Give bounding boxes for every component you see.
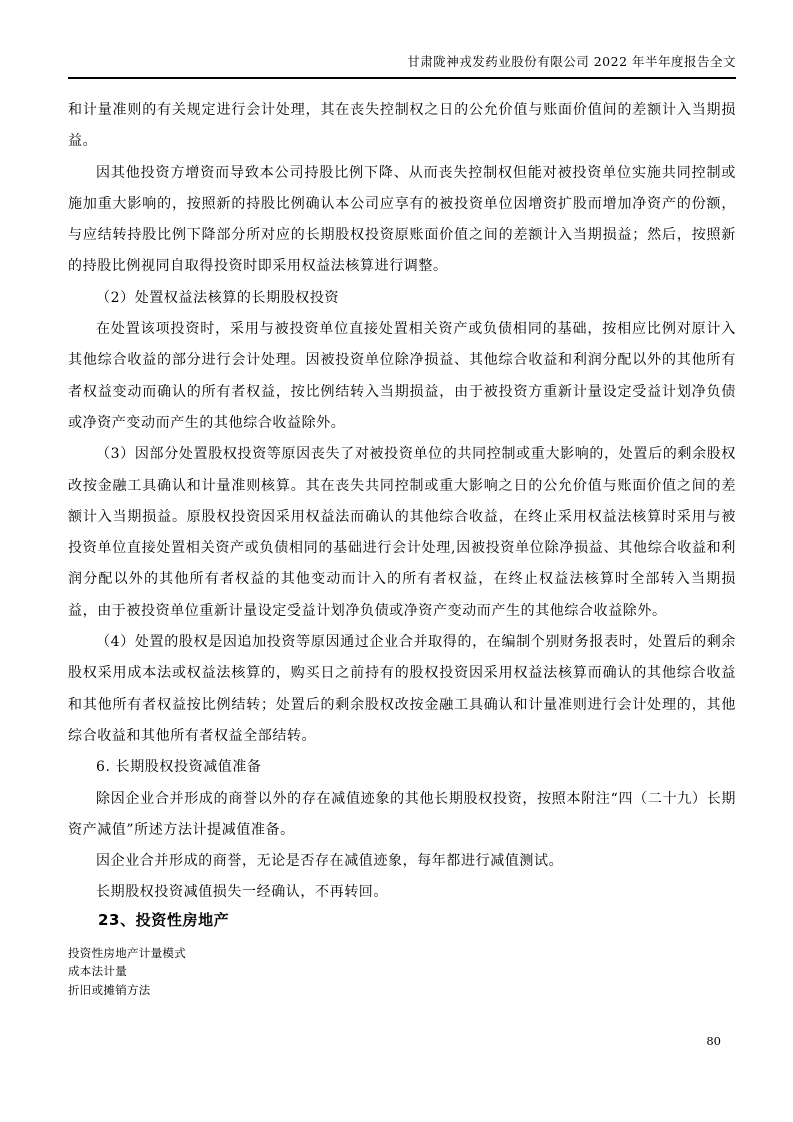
paragraph-subheading-2: （2）处置权益法核算的长期股权投资 (96, 289, 340, 306)
note-line-cost-method: 成本法计量 (68, 964, 127, 979)
note-line-depreciation-method: 折旧或摊销方法 (68, 982, 151, 997)
paragraph: 因企业合并形成的商誉，无论是否存在减值迹象，每年都进行减值测试。 (96, 853, 564, 870)
paragraph: 长期股权投资减值损失一经确认，不再转回。 (96, 884, 388, 901)
paragraph: 因其他投资方增资而导致本公司持股比例下降、从而丧失控制权但能对被投资单位实施共同控制或施加重大影响的，按照新的持股比例确认本公司应享有的被投资单位因增资扩股而增加净资产的份额，与应结转持股比例下降部分所对应的长期股权投资原账面价值之间的差额计入当期损益；然后，按照新的持股比例视同自取得投资时即采用权益法核算进行调整。 (68, 164, 736, 275)
note-line-measurement-mode: 投资性房地产计量模式 (68, 945, 186, 960)
section-heading-investment-property: 23、投资性房地产 (98, 910, 230, 929)
paragraph: 除因企业合并形成的商誉以外的存在减值迹象的其他长期股权投资，按照本附注“四（二十九）长期资产减值”所述方法计提减值准备。 (68, 790, 736, 838)
paragraph-subheading-6: 6. 长期股权投资减值准备 (96, 759, 262, 776)
document-body (68, 95, 736, 999)
paragraph-continuation: 和计量准则的有关规定进行会计处理，其在丧失控制权之日的公允价值与账面价值间的差额计入当期损益。 (68, 102, 736, 150)
report-header-title: 甘肃陇神戎发药业股份有限公司 2022 年半年度报告全文 (407, 54, 736, 69)
report-header (68, 0, 736, 79)
page-number: 80 (706, 1034, 721, 1048)
paragraph: （4）处置的股权是因追加投资等原因通过企业合并取得的，在编制个别财务报表时，处置后的剩余股权采用成本法或权益法核算的，购买日之前持有的股权投资因采用权益法核算而确认的其他综合收益和其他所有者权益按比例结转；处置后的剩余股权改按金融工具确认和计量准则进行会计处理的，其他综合收益和其他所有者权益全部结转。 (68, 634, 736, 744)
paragraph: （3）因部分处置股权投资等原因丧失了对被投资单位的共同控制或重大影响的，处置后的剩余股权改按金融工具确认和计量准则核算。其在丧失共同控制或重大影响之日的公允价值与账面价值之间的差额计入当期损益。原股权投资因采用权益法而确认的其他综合收益，在终止采用权益法核算时采用与被投资单位直接处置相关资产或负债相同的基础进行会计处理,因被投资单位除净损益、其他综合收益和利润分配以外的其他所有者权益的其他变动而计入的所有者权益，在终止权益法核算时全部转入当期损益，由于被投资单位重新计量设定受益计划净负债或净资产变动而产生的其他综合收益除外。 (68, 446, 736, 619)
investment-property-notes (68, 944, 736, 1000)
paragraph: 在处置该项投资时，采用与被投资单位直接处置相关资产或负债相同的基础，按相应比例对原计入其他综合收益的部分进行会计处理。因被投资单位除净损益、其他综合收益和利润分配以外的其他所有者权益变动而确认的所有者权益，按比例结转入当期损益，由于被投资方重新计量设定受益计划净负债或净资产变动而产生的其他综合收益除外。 (68, 321, 736, 431)
